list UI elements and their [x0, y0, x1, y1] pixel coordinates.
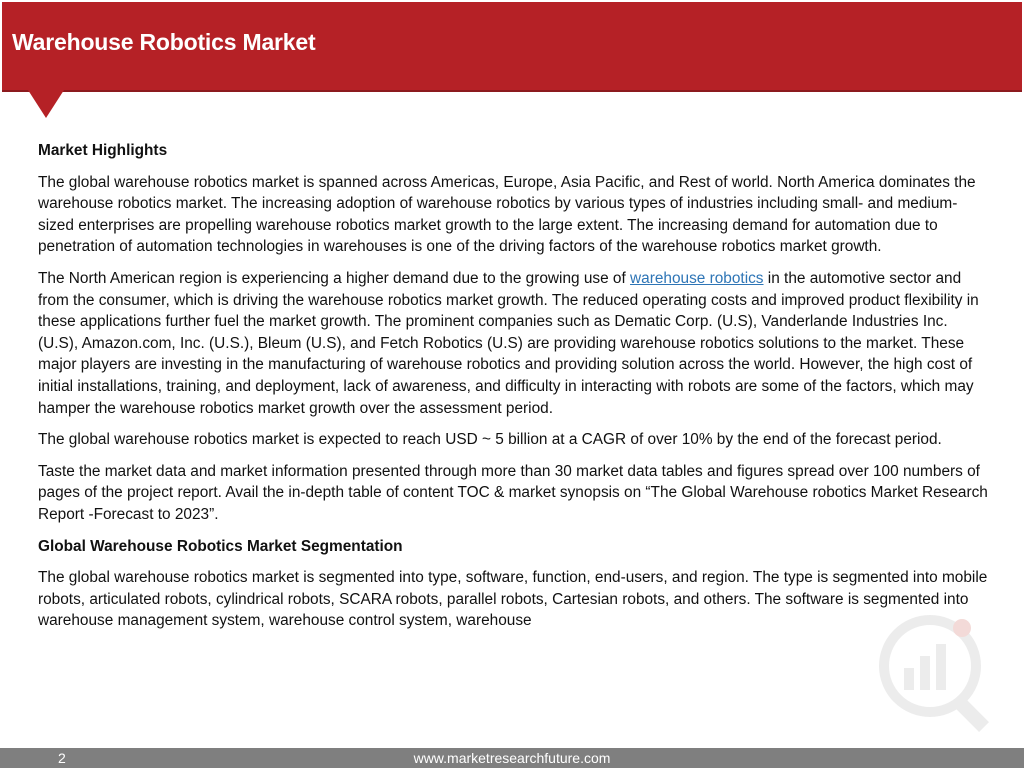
- body-content: [38, 140, 988, 642]
- section-heading-market-highlights: Market Highlights: [38, 142, 168, 159]
- title-banner: [2, 2, 1022, 92]
- paragraph-segmentation: The global warehouse robotics market is segmented into type, software, function, end-users, and region. The type is segmented into mobile robots, articulated robots, cylindrical robots, SCARA robots, parallel robots, Cartesian robots, and others. The software is segmented into warehouse management system, warehouse control system, warehouse: [38, 569, 988, 630]
- page-title: Warehouse Robotics Market: [12, 29, 316, 55]
- magnifier-chart-logo-icon: [870, 606, 1000, 736]
- warehouse-robotics-link[interactable]: warehouse robotics: [630, 269, 764, 287]
- banner-notch: [28, 90, 64, 118]
- paragraph-north-america: [38, 268, 988, 419]
- paragraph-forecast: The global warehouse robotics market is expected to reach USD ~ 5 billion at a CAGR of over 10% by the end of the forecast period.: [38, 431, 942, 449]
- footer-bar: [0, 748, 1024, 768]
- section-heading-segmentation: Global Warehouse Robotics Market Segmentation: [38, 537, 403, 555]
- page-number: 2: [58, 750, 66, 766]
- paragraph-regions: The global warehouse robotics market is spanned across Americas, Europe, Asia Pacific, and Rest of world. North America dominates the warehouse robotics market. The increasing adoption of warehouse robotics by various types of industries including small- and medium-sized enterprises are propelling warehouse robotics market growth to the large extent. The increasing demand for automation due to penetration of automation technologies in warehouses is one of the driving factors of the warehouse robotics market growth.: [38, 173, 976, 256]
- paragraph-text: The North American region is experiencing a higher demand due to the growing use of: [38, 269, 631, 287]
- paragraph-report: Taste the market data and market information presented through more than 30 market data tables and figures spread over 100 numbers of pages of the project report. Avail the in-depth table of content TOC & market synopsis on “The Global Warehouse robotics Market Research Report -Forecast to 2023”.: [38, 462, 988, 523]
- footer-url: www.marketresearchfuture.com: [413, 750, 611, 766]
- paragraph-text: in the automotive sector and from the consumer, which is driving the warehouse robotics market growth. The reduced operating costs and improved product flexibility in these applications further fuel the market growth. The prominent companies such as Dematic Corp. (U.S), Vanderlande Industries Inc. (U.S), Amazon.com, Inc. (U.S.), Bleum (U.S), and Fetch Robotics (U.S) are providing warehouse robotics solutions to the market. These major players are investing in the manufacturing of warehouse robotics and providing solution across the world. However, the high cost of initial installations, training, and deployment, lack of awareness, and difficulty in interacting with robots are some of the factors, which may hamper the warehouse robotics market growth over the assessment period.: [38, 269, 979, 417]
